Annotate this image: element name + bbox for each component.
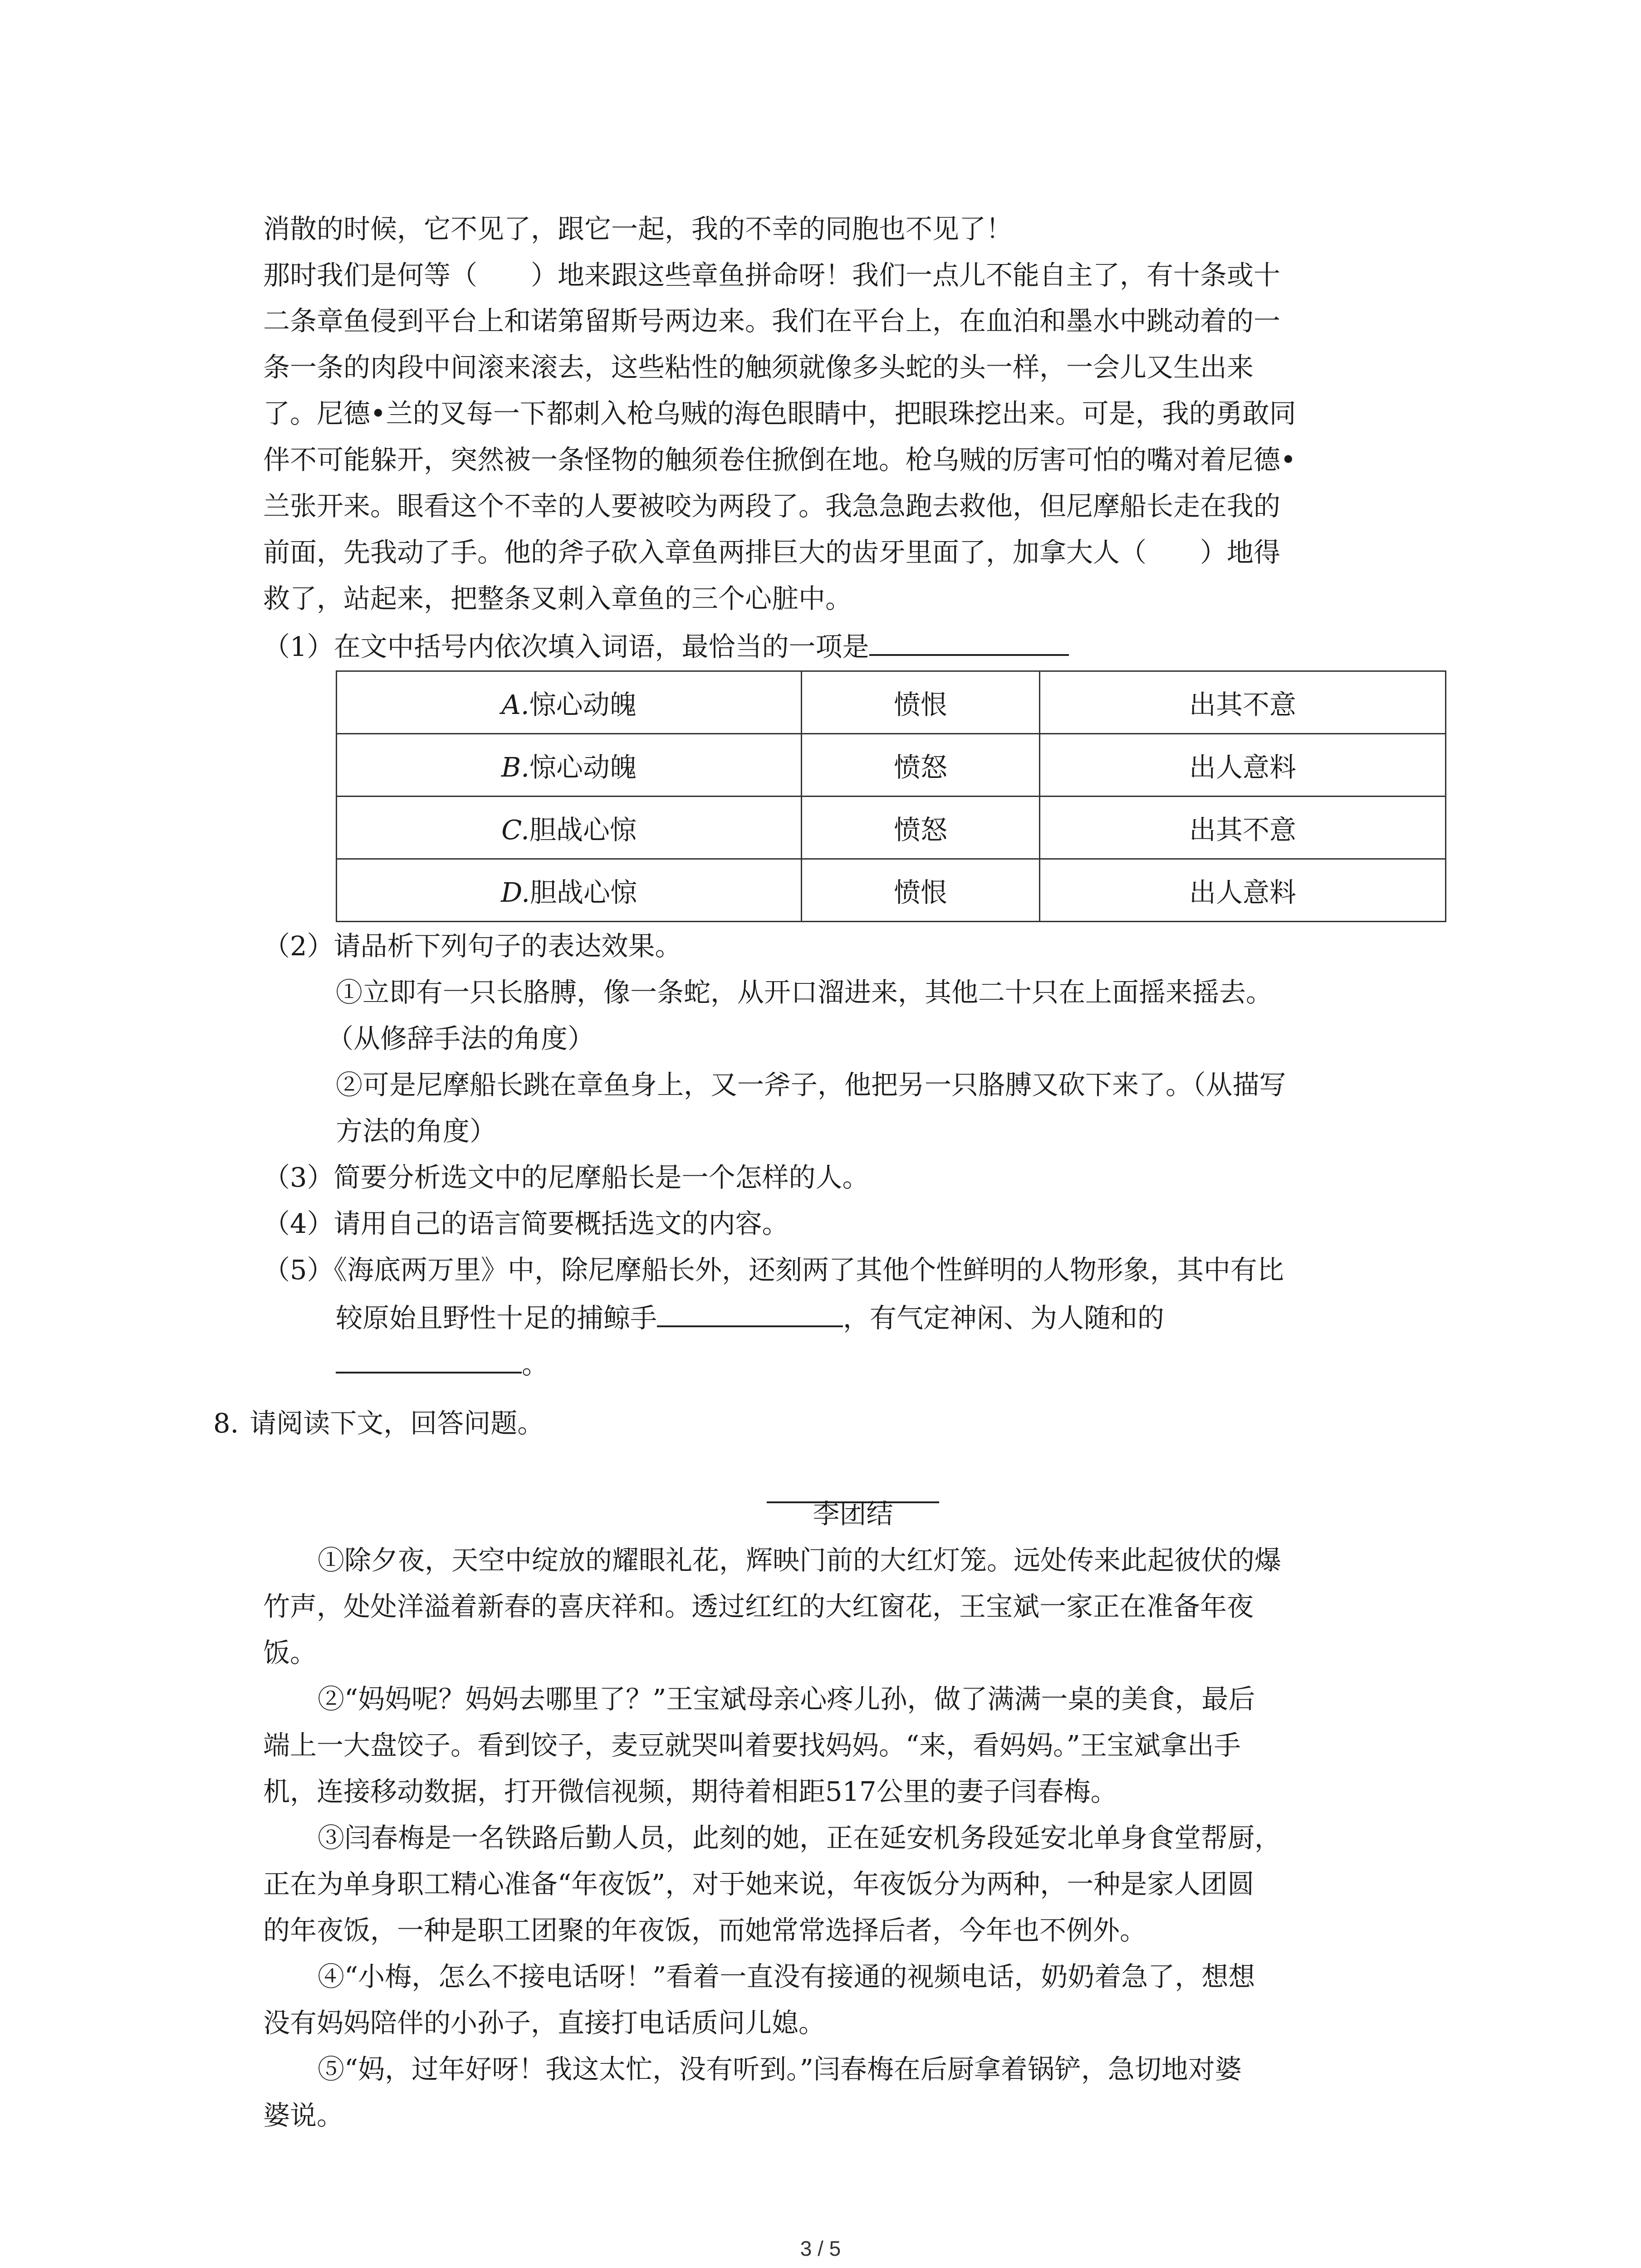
options-table <box>336 670 1446 922</box>
passage-line: 伴不可能躲开，突然被一条怪物的触须卷住掀倒在地。枪乌贼的厉害可怕的嘴对着尼德• <box>263 444 1296 475</box>
story-line: 正在为单身职工精心准备“年夜饭”，对于她来说，年夜饭分为两种，一种是家人团圆 <box>263 1868 1254 1900</box>
option-word2: 愤怒 <box>802 797 1040 859</box>
sentence-1: ①立即有一只长胳膊，像一条蛇，从开口溜进来，其他二十只在上面摇来摇去。 <box>336 977 1273 1008</box>
question-text: ，有气定神闲、为人随和的 <box>843 1302 1165 1334</box>
sentence-2-hint: 方法的角度） <box>336 1115 497 1147</box>
page-number: 3 / 5 <box>800 2237 841 2260</box>
story-line: 没有妈妈陪伴的小孙子，直接打电话质问儿媳。 <box>263 2007 826 2038</box>
story-line: ①除夕夜，天空中绽放的耀眼礼花，辉映门前的大红灯笼。远处传来此起彼伏的爆 <box>318 1545 1282 1576</box>
passage-line: 消散的时候，它不见了，跟它一起，我的不幸的同胞也不见了！ <box>263 213 1013 244</box>
question-text: 在文中括号内依次填入词语，最恰当的一项是 <box>333 631 869 662</box>
story-line: ③闫春梅是一名铁路后勤人员，此刻的她，正在延安机务段延安北单身食堂帮厨， <box>318 1822 1282 1853</box>
sentence-1-hint: （从修辞手法的角度） <box>327 1023 595 1054</box>
story-author: 李团结 <box>813 1498 893 1530</box>
answer-blank[interactable] <box>869 627 1069 656</box>
option-word3: 出人意料 <box>1040 734 1446 797</box>
option-row[interactable] <box>337 734 1446 797</box>
answer-blank[interactable] <box>657 1298 843 1327</box>
sentence-2: ②可是尼摩船长跳在章鱼身上，又一斧子，他把另一只胳膊又砍下来了。（从描写 <box>336 1069 1286 1100</box>
option-word3: 出其不意 <box>1040 797 1446 859</box>
question-5-line3 <box>336 1344 549 1383</box>
question-number: （1） <box>263 631 334 662</box>
option-word1: C.胆战心惊 <box>337 797 802 859</box>
question-number: （3） <box>263 1162 334 1193</box>
question-number: （4） <box>263 1208 334 1239</box>
passage-line: 前面，先我动了手。他的斧子砍入章鱼两排巨大的齿牙里面了，加拿大人（ ）地得 <box>263 537 1281 568</box>
question-number: （5） <box>263 1254 334 1286</box>
passage-line: 了。尼德•兰的叉每一下都刺入枪乌贼的海色眼睛中，把眼珠挖出来。可是，我的勇敢同 <box>263 398 1296 429</box>
question-text: 请品析下列句子的表达效果。 <box>333 930 682 962</box>
question-5 <box>263 1252 1284 1288</box>
question-3 <box>263 1159 869 1196</box>
answer-blank[interactable] <box>336 1344 522 1374</box>
passage-line: 那时我们是何等（ ）地来跟这些章鱼拼命呀！我们一点儿不能自主了，有十条或十 <box>263 259 1281 291</box>
story-line: ②“妈妈呢？妈妈去哪里了？”王宝斌母亲心疼儿孙，做了满满一桌的美食，最后 <box>318 1683 1255 1715</box>
question-5-line2 <box>336 1298 1164 1336</box>
option-word1: B.惊心动魄 <box>337 734 802 797</box>
option-word3: 出人意料 <box>1040 859 1446 922</box>
option-word1: D.胆战心惊 <box>337 859 802 922</box>
question-4 <box>263 1206 789 1242</box>
question-1 <box>263 627 1069 665</box>
question-text: 《海底两万里》中，除尼摩船长外，还刻两了其他个性鲜明的人物形象，其中有比 <box>333 1254 1284 1286</box>
story-line: ⑤“妈，过年好呀！我这太忙，没有听到。”闫春梅在后厨拿着锅铲，急切地对婆 <box>318 2053 1242 2085</box>
story-line: ④“小梅，怎么不接电话呀！”看着一直没有接通的视频电话，奶奶着急了，想想 <box>318 1961 1255 1992</box>
option-word1: A.惊心动魄 <box>337 671 802 734</box>
question-2 <box>263 928 682 964</box>
story-line: 的年夜饭，一种是职工团聚的年夜饭，而她常常选择后者，今年也不例外。 <box>263 1915 1147 1946</box>
option-row[interactable] <box>337 671 1446 734</box>
passage-line: 救了，站起来，把整条叉刺入章鱼的三个心脏中。 <box>263 583 852 614</box>
passage-line: 条一条的肉段中间滚来滚去，这些粘性的触须就像多头蛇的头一样，一会儿又生出来 <box>263 352 1254 383</box>
question-number: （2） <box>263 930 334 962</box>
question-text: 。 <box>522 1349 549 1380</box>
story-line: 饭。 <box>263 1637 317 1668</box>
passage-line: 二条章鱼侵到平台上和诺第留斯号两边来。我们在平台上，在血泊和墨水中跳动着的一 <box>263 305 1281 337</box>
story-line: 婆说。 <box>263 2100 344 2131</box>
question-text: 请阅读下文，回答问题。 <box>250 1408 544 1439</box>
option-row[interactable] <box>337 797 1446 859</box>
option-word2: 愤恨 <box>802 859 1040 922</box>
question-number: 8. <box>213 1408 239 1439</box>
question-text: 简要分析选文中的尼摩船长是一个怎样的人。 <box>333 1162 869 1193</box>
option-word3: 出其不意 <box>1040 671 1446 734</box>
story-line: 端上一大盘饺子。看到饺子，麦豆就哭叫着要找妈妈。“来，看妈妈。”王宝斌拿出手 <box>263 1730 1241 1761</box>
option-row[interactable] <box>337 859 1446 922</box>
story-line: 竹声，处处洋溢着新春的喜庆祥和。透过红红的大红窗花，王宝斌一家正在准备年夜 <box>263 1591 1254 1622</box>
story-line: 机，连接移动数据，打开微信视频，期待着相距517公里的妻子闫春梅。 <box>263 1776 1117 1807</box>
question-text: 请用自己的语言简要概括选文的内容。 <box>333 1208 789 1239</box>
passage-line: 兰张开来。眼看这个不幸的人要被咬为两段了。我急急跑去救他，但尼摩船长走在我的 <box>263 490 1281 522</box>
option-word2: 愤恨 <box>802 671 1040 734</box>
option-word2: 愤怒 <box>802 734 1040 797</box>
question-8 <box>213 1405 544 1442</box>
question-text: 较原始且野性十足的捕鲸手 <box>336 1302 657 1334</box>
